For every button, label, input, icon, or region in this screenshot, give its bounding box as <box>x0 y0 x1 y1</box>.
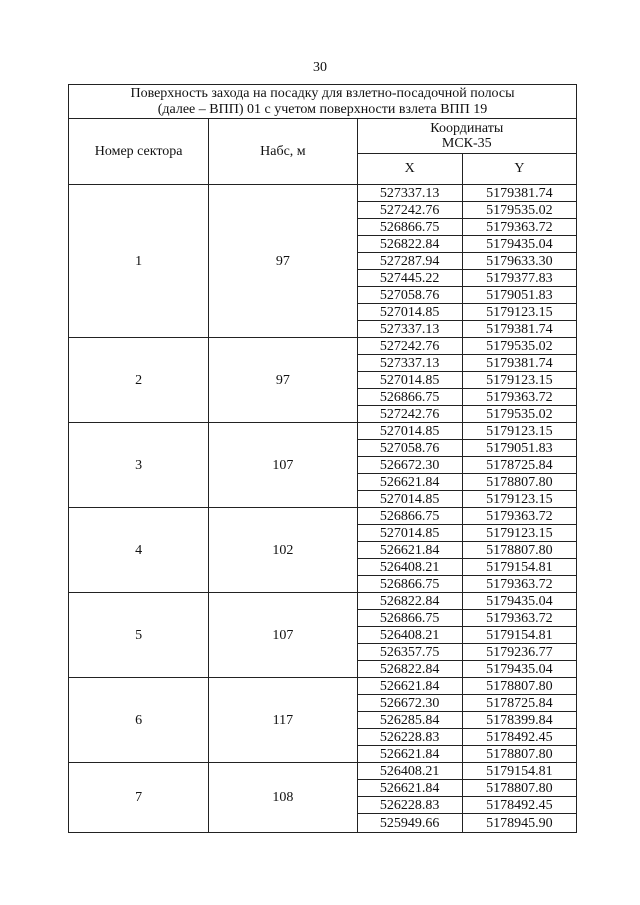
coord-y: 5179123.15 <box>462 491 576 508</box>
coord-y: 5179535.02 <box>462 338 576 355</box>
sector-habs: 102 <box>209 508 357 593</box>
coord-x: 527014.85 <box>357 491 462 508</box>
coord-x: 526621.84 <box>357 474 462 491</box>
table-caption-line-1: Поверхность захода на посадку для взлетно-посадочной полосы <box>130 85 515 101</box>
sector-number: 3 <box>69 423 209 508</box>
coord-y: 5179154.81 <box>462 559 576 576</box>
header-y: Y <box>462 154 576 185</box>
coord-y: 5178945.90 <box>462 814 576 833</box>
sector-number: 5 <box>69 593 209 678</box>
header-coordinates <box>357 119 576 154</box>
coord-y: 5179123.15 <box>462 304 576 321</box>
sector-number: 4 <box>69 508 209 593</box>
coord-y: 5179381.74 <box>462 355 576 372</box>
coord-y: 5179535.02 <box>462 406 576 423</box>
coord-y: 5178807.80 <box>462 780 576 797</box>
coord-y: 5179381.74 <box>462 185 576 202</box>
coord-y: 5179435.04 <box>462 593 576 610</box>
page-number: 30 <box>313 60 327 75</box>
table-row <box>69 508 577 525</box>
coord-x: 526621.84 <box>357 746 462 763</box>
coord-x: 526866.75 <box>357 576 462 593</box>
coord-x: 526408.21 <box>357 763 462 780</box>
sector-number: 1 <box>69 185 209 338</box>
coord-x: 527014.85 <box>357 423 462 440</box>
coord-y: 5179363.72 <box>462 576 576 593</box>
sector-number: 7 <box>69 763 209 833</box>
coord-x: 526228.83 <box>357 797 462 814</box>
coord-y: 5179051.83 <box>462 287 576 304</box>
coord-x: 527242.76 <box>357 338 462 355</box>
table-row <box>69 338 577 355</box>
coord-y: 5179363.72 <box>462 508 576 525</box>
coord-x: 526672.30 <box>357 457 462 474</box>
coord-x: 527337.13 <box>357 185 462 202</box>
sector-habs: 107 <box>209 593 357 678</box>
coord-y: 5178725.84 <box>462 457 576 474</box>
coord-x: 527287.94 <box>357 253 462 270</box>
coord-x: 527014.85 <box>357 372 462 389</box>
coord-x: 527058.76 <box>357 440 462 457</box>
coord-x: 527014.85 <box>357 525 462 542</box>
coord-y: 5178807.80 <box>462 474 576 491</box>
table-row <box>69 185 577 202</box>
table-body <box>69 185 577 833</box>
coord-x: 526285.84 <box>357 712 462 729</box>
sector-habs: 97 <box>209 185 357 338</box>
coord-x: 526408.21 <box>357 627 462 644</box>
coord-y: 5179363.72 <box>462 389 576 406</box>
coord-y: 5178807.80 <box>462 678 576 695</box>
header-coordinates-line-2: МСК-35 <box>441 136 492 151</box>
coord-x: 526866.75 <box>357 610 462 627</box>
coord-y: 5179154.81 <box>462 763 576 780</box>
coord-y: 5178492.45 <box>462 729 576 746</box>
coord-x: 527058.76 <box>357 287 462 304</box>
coord-y: 5179435.04 <box>462 661 576 678</box>
header-sector: Номер сектора <box>69 119 209 185</box>
coord-y: 5179123.15 <box>462 525 576 542</box>
coord-y: 5179381.74 <box>462 321 576 338</box>
coord-y: 5179633.30 <box>462 253 576 270</box>
coord-x: 526866.75 <box>357 389 462 406</box>
sector-number: 2 <box>69 338 209 423</box>
coord-x: 526228.83 <box>357 729 462 746</box>
header-coordinates-line-1: Координаты <box>430 121 504 136</box>
coord-x: 527445.22 <box>357 270 462 287</box>
coord-x: 526621.84 <box>357 780 462 797</box>
header-habs: Набс, м <box>209 119 357 185</box>
coord-y: 5179123.15 <box>462 372 576 389</box>
sector-habs: 117 <box>209 678 357 763</box>
coord-x: 526357.75 <box>357 644 462 661</box>
coord-x: 527337.13 <box>357 355 462 372</box>
coord-x: 526822.84 <box>357 661 462 678</box>
coord-y: 5179236.77 <box>462 644 576 661</box>
coord-x: 525949.66 <box>357 814 462 833</box>
coord-x: 526822.84 <box>357 236 462 253</box>
coord-y: 5178807.80 <box>462 746 576 763</box>
coord-y: 5179535.02 <box>462 202 576 219</box>
coord-x: 526866.75 <box>357 508 462 525</box>
coord-x: 526822.84 <box>357 593 462 610</box>
coord-x: 526866.75 <box>357 219 462 236</box>
sector-habs: 108 <box>209 763 357 833</box>
table-row <box>69 593 577 610</box>
coord-x: 526672.30 <box>357 695 462 712</box>
sector-habs: 107 <box>209 423 357 508</box>
coord-y: 5178399.84 <box>462 712 576 729</box>
coord-y: 5179377.83 <box>462 270 576 287</box>
coord-y: 5179051.83 <box>462 440 576 457</box>
coord-y: 5178807.80 <box>462 542 576 559</box>
coord-y: 5178492.45 <box>462 797 576 814</box>
table-caption-line-2: (далее – ВПП) 01 с учетом поверхности взлета ВПП 19 <box>157 101 488 117</box>
coord-y: 5179363.72 <box>462 219 576 236</box>
sector-number: 6 <box>69 678 209 763</box>
coord-y: 5179123.15 <box>462 423 576 440</box>
coord-x: 526621.84 <box>357 542 462 559</box>
table-row <box>69 678 577 695</box>
coord-x: 527242.76 <box>357 202 462 219</box>
coord-x: 527337.13 <box>357 321 462 338</box>
coord-x: 526408.21 <box>357 559 462 576</box>
coord-y: 5178725.84 <box>462 695 576 712</box>
table-caption <box>69 85 577 119</box>
coord-y: 5179435.04 <box>462 236 576 253</box>
coord-x: 527242.76 <box>357 406 462 423</box>
sector-habs: 97 <box>209 338 357 423</box>
coord-y: 5179363.72 <box>462 610 576 627</box>
header-x: X <box>357 154 462 185</box>
table-row <box>69 763 577 780</box>
coord-x: 527014.85 <box>357 304 462 321</box>
coord-y: 5179154.81 <box>462 627 576 644</box>
coordinates-table <box>68 84 577 833</box>
coord-x: 526621.84 <box>357 678 462 695</box>
table-row <box>69 423 577 440</box>
